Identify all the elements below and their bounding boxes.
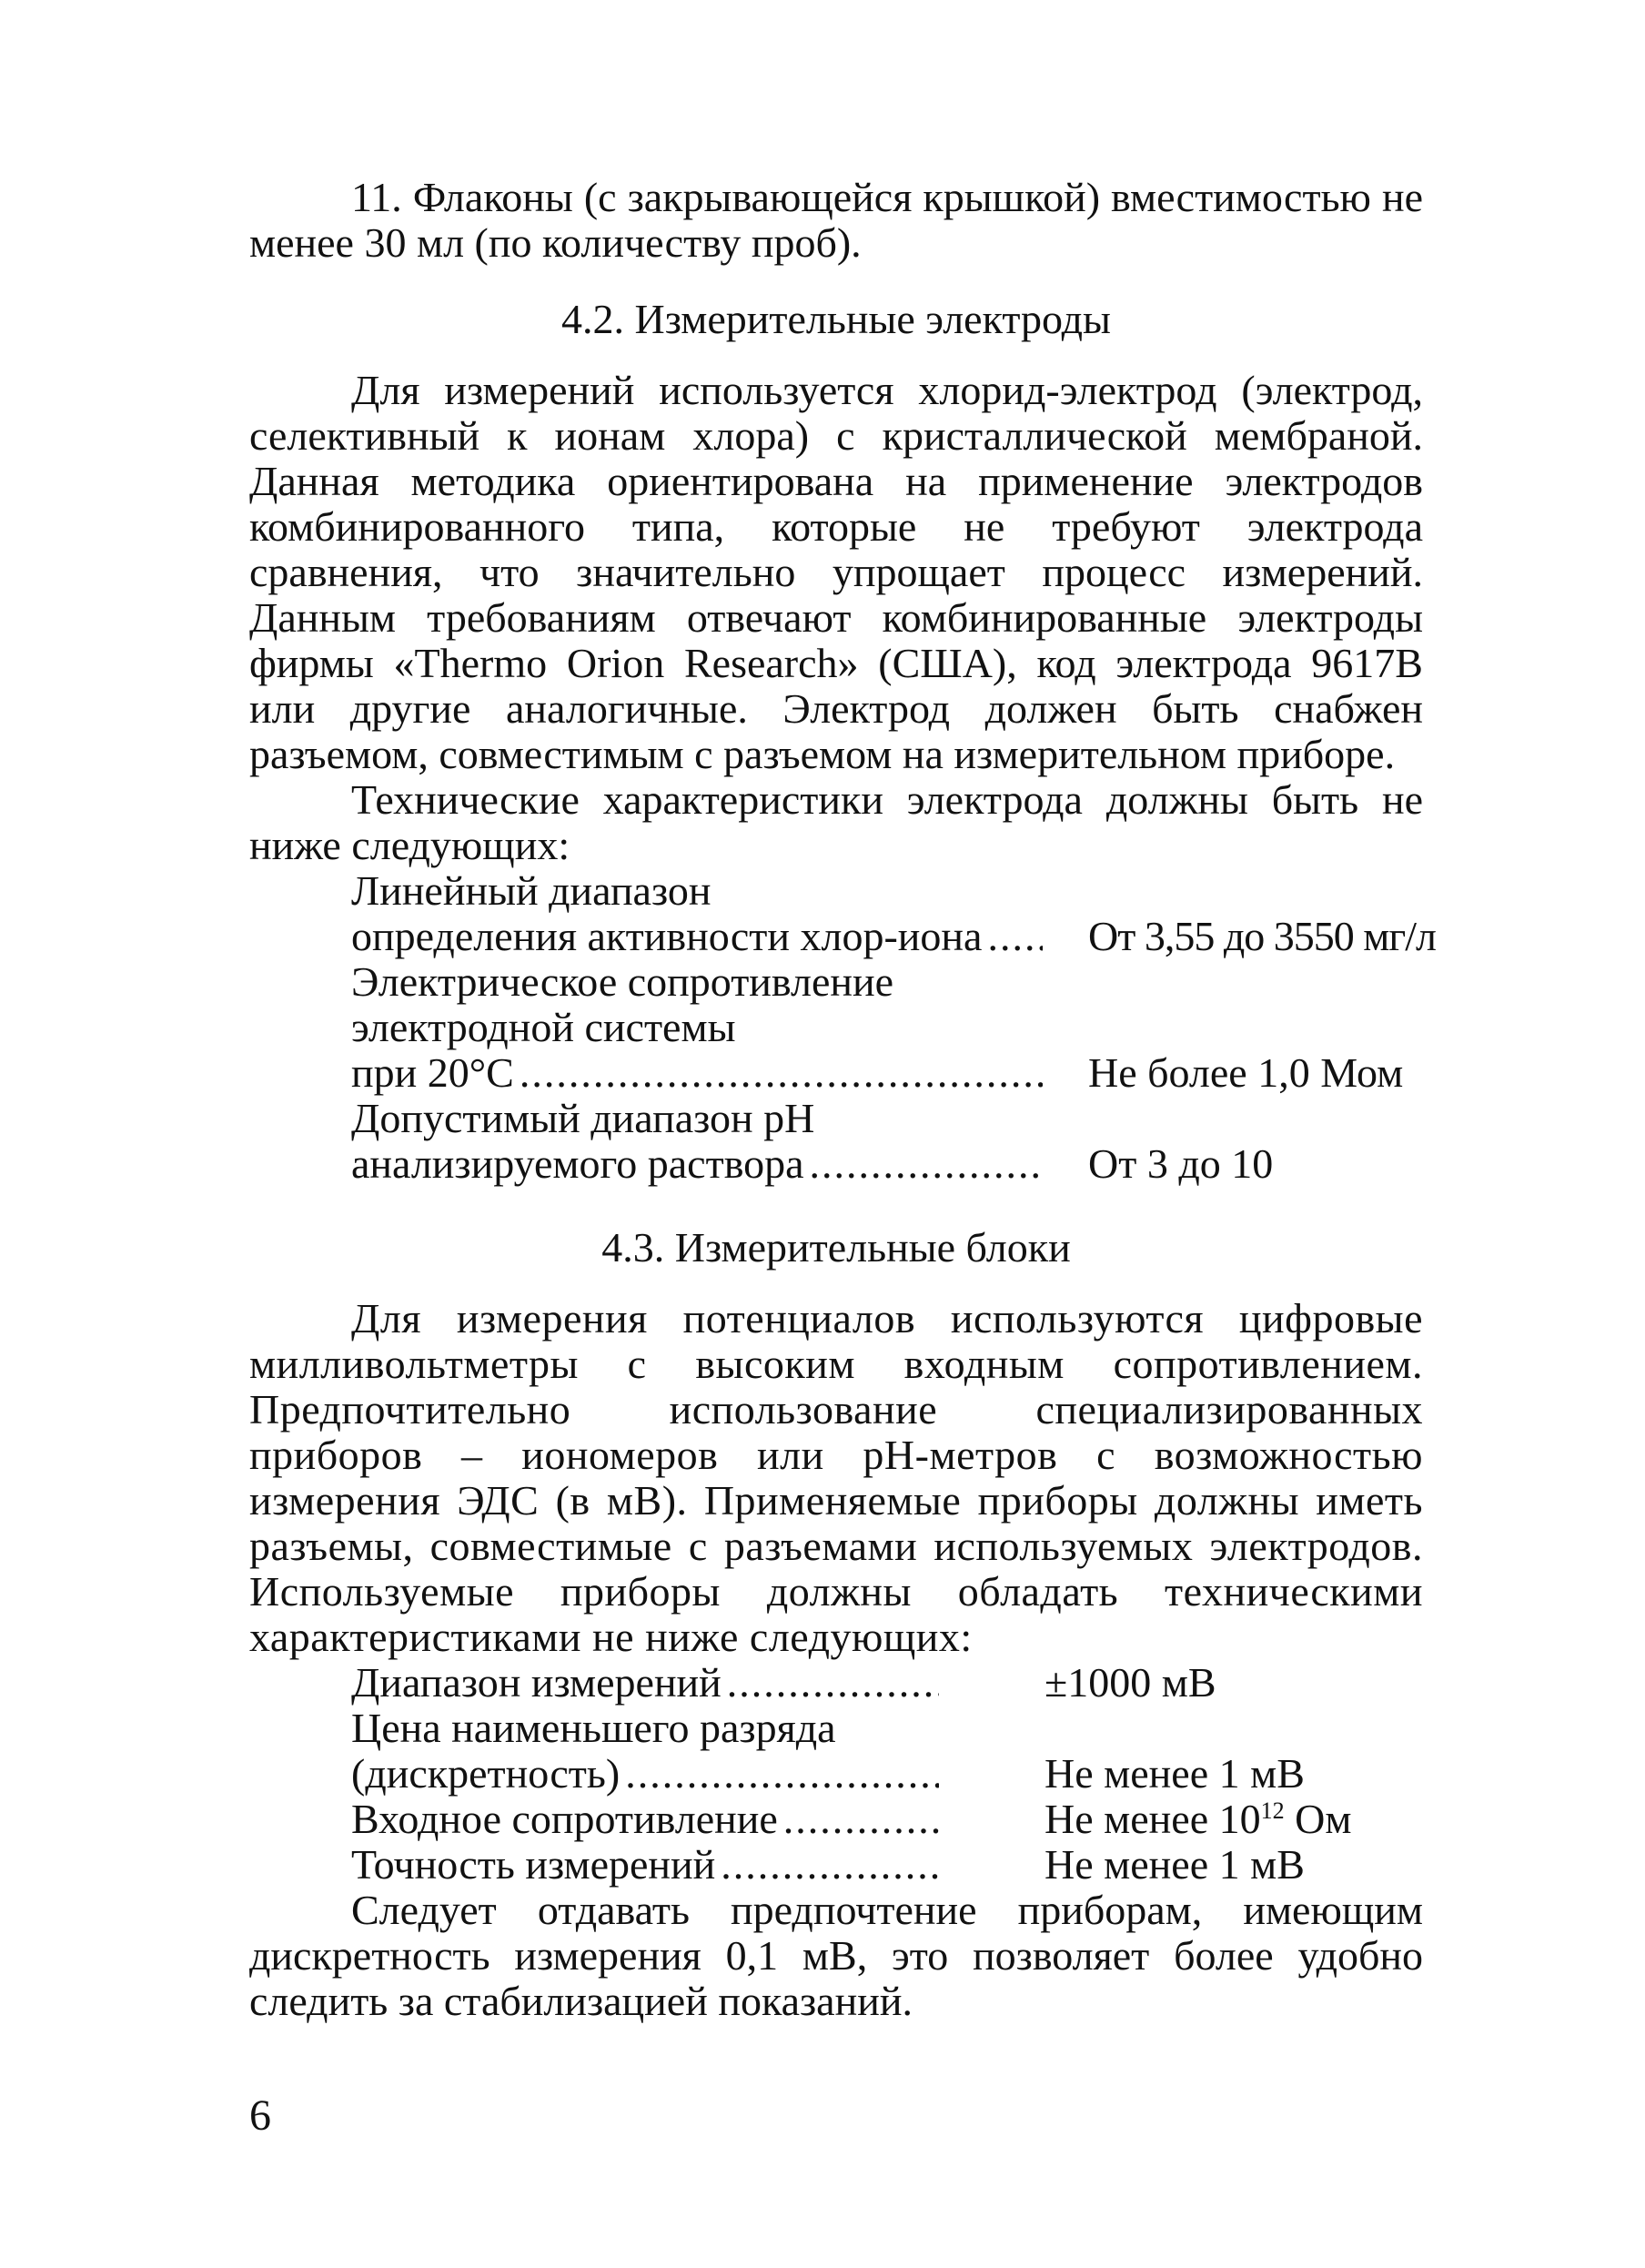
dot-leader <box>810 1141 1043 1187</box>
dot-leader <box>721 1842 939 1888</box>
spec-value: ±1000 мВ <box>1045 1659 1216 1706</box>
spec-value-base: Не менее 10 <box>1045 1796 1261 1842</box>
section-4-3-paragraph-2: Следует отдавать предпочтение приборам, имеющим дискретность измерения 0,1 мВ, это позволяет более удобно следить за стабилизацией показаний. <box>249 1887 1423 2024</box>
section-4-2-title: 4.2. Измерительные электроды <box>561 296 1111 342</box>
dot-leader <box>625 1751 939 1797</box>
spec-row-linear-range <box>249 867 1436 959</box>
spec-label-line: (дискретность) <box>351 1750 621 1797</box>
spec-label-line: Диапазон измерений <box>351 1659 722 1706</box>
spec-label-line: Входное сопротивление <box>351 1796 778 1842</box>
dot-leader <box>727 1660 939 1706</box>
spec-value-unit: Ом <box>1284 1796 1352 1842</box>
spec-label-line: электродной системы <box>351 1004 736 1050</box>
dot-leader <box>783 1797 939 1842</box>
spec-value: Не более 1,0 Мом <box>1088 1049 1404 1096</box>
dot-leader <box>520 1050 1043 1096</box>
spec-label-line: Точность измерений <box>351 1841 716 1888</box>
spec-label-line: анализируемого раствора <box>351 1140 804 1187</box>
spec-row-ph-range <box>249 1096 1423 1187</box>
spec-label-line: определения активности хлор-иона <box>351 913 983 959</box>
section-4-3-title: 4.3. Измерительные блоки <box>601 1224 1071 1271</box>
spec-label-line: Допустимый диапазон pH <box>351 1095 815 1141</box>
page-number: 6 <box>249 2091 271 2140</box>
spec-value-exponent: 12 <box>1260 1797 1285 1824</box>
spec-row-input-resistance <box>249 1797 1423 1842</box>
electrode-spec-table <box>249 867 1436 1187</box>
spec-row-resistance <box>249 959 1423 1096</box>
spec-value <box>944 1797 1351 1842</box>
spec-label-line: Линейный диапазон <box>351 867 711 914</box>
dot-leader <box>987 914 1043 959</box>
spec-row-accuracy <box>249 1842 1423 1888</box>
section-4-2-paragraph-1: Для измерений используется хлорид-электрод (электрод, селективный к ионам хлора) с кристаллической мембраной. Данная методика ориентирована на применение электродов комбинированного типа, которые не требуют электрода сравнения, что значительно упрощает процесс измерений. Данным требованиям отвечают комбинированные электроды фирмы «Thermo Orion Research» (США), код электрода 9617B или другие аналогичные. Электрод должен быть снабжен разъемом, совместимым с разъемом на измерительном приборе. <box>249 367 1423 777</box>
spec-label-line: при 20°С <box>351 1049 514 1096</box>
spec-row-resolution <box>249 1706 1423 1797</box>
spec-value: От 3 до 10 <box>1088 1140 1274 1187</box>
spec-value: От 3,55 до 3550 мг/л <box>1088 913 1436 959</box>
spec-value: Не менее 1 мВ <box>1045 1841 1305 1888</box>
spec-label-line: Цена наименьшего разряда <box>351 1705 836 1751</box>
item-11: 11. Флаконы (с закрывающейся крышкой) вместимостью не менее 30 мл (по количеству проб). <box>249 174 1423 266</box>
spec-row-measurement-range <box>249 1660 1423 1706</box>
document-page <box>249 174 1436 2024</box>
spec-label-line: Электрическое сопротивление <box>351 958 894 1005</box>
instrument-spec-table <box>249 1660 1423 1888</box>
section-4-3-paragraph-1: Для измерения потенциалов используются цифровые милливольтметры с высоким входным сопротивлением. Предпочтительно использование специализированных приборов – иономеров или pH-метров с возможностью измерения ЭДС (в мВ). Применяемые приборы должны иметь разъемы, совместимые с разъемами используемых электродов. Используемые приборы должны обладать техническими характеристиками не ниже следующих: <box>249 1295 1423 1660</box>
spec-value: Не менее 1 мВ <box>1045 1750 1305 1797</box>
section-4-2-paragraph-2: Технические характеристики электрода должны быть не ниже следующих: <box>249 776 1423 868</box>
